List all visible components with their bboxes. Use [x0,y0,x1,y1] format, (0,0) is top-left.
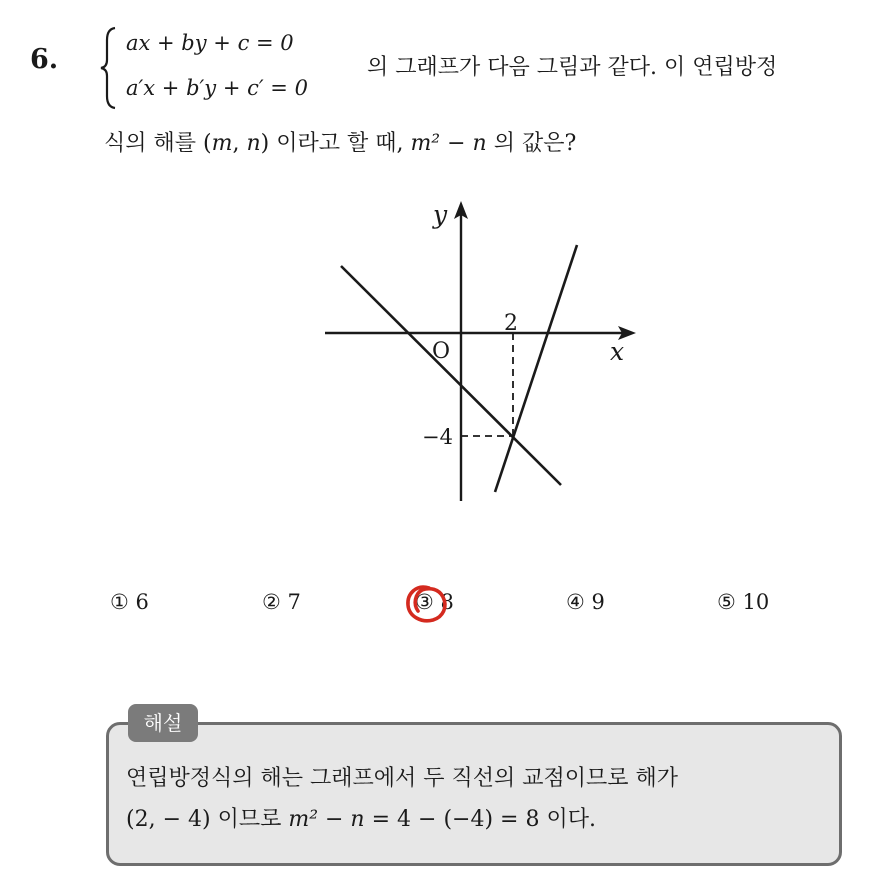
question-number: 6. [30,44,59,75]
x-tick-label: 2 [504,311,518,336]
question-text-line1: 의 그래프가 다음 그림과 같다. 이 연립방정 [367,55,778,80]
left-brace [99,26,119,110]
equation-2: a′x + b′y + c′ = 0 [126,76,308,100]
graph [300,190,650,510]
line-2 [495,245,577,492]
solution-line2: (2, − 4) 이므로 m² − n = 4 − (−4) = 8 이다. [126,807,596,832]
origin-label: O [432,339,451,364]
solution-tag: 해설 [128,704,198,742]
choice-2[interactable]: ② 7 [262,590,301,614]
question-text-line2: 식의 해를 (m, n) 이라고 할 때, m² − n 의 값은? [104,131,577,156]
solution-box [106,722,842,866]
choice-1[interactable]: ① 6 [110,590,149,614]
line-1 [341,266,561,485]
choice-4[interactable]: ④ 9 [566,590,605,614]
y-axis-label: y [433,200,448,229]
equation-1: ax + by + c = 0 [126,31,294,55]
answer-circle-mark [402,580,452,628]
choice-3[interactable]: ③ 8 [415,590,454,614]
x-axis-label: x [610,337,625,366]
choice-5[interactable]: ⑤ 10 [717,590,770,614]
y-tick-label: −4 [422,425,453,449]
solution-line1: 연립방정식의 해는 그래프에서 두 직선의 교점이므로 해가 [126,766,679,791]
